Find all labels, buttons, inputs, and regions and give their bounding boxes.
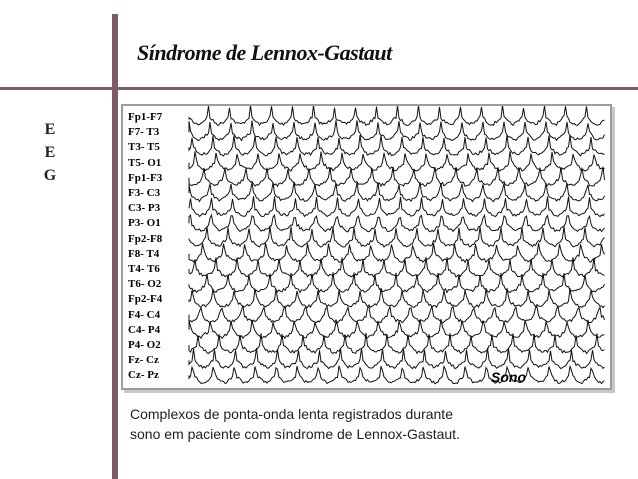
side-letter-1: E: [44, 121, 56, 138]
channel-label: Cz- Pz: [128, 369, 159, 382]
eeg-trace: [189, 120, 605, 140]
channel-label: F3- C3: [128, 187, 161, 200]
eeg-trace: [189, 333, 605, 354]
channel-label: T4- T6: [128, 263, 160, 276]
sleep-state-label: Sono: [491, 369, 526, 385]
eeg-traces: [123, 106, 610, 388]
channel-label: F7- T3: [128, 126, 160, 139]
horizontal-frame-bar: [0, 87, 638, 90]
side-letter-3: G: [43, 167, 57, 184]
figure-caption: [130, 404, 510, 444]
channel-label: F8- T4: [128, 247, 160, 260]
channel-label: Fp2-F8: [128, 232, 163, 245]
channel-label: Fz- Cz: [128, 354, 159, 367]
caption-line-2: sono em paciente com síndrome de Lennox-Gastaut.: [130, 426, 460, 442]
eeg-trace: [189, 182, 605, 202]
eeg-trace: [189, 272, 605, 292]
caption-line-1: Complexos de ponta-onda lenta registrados durante: [130, 406, 453, 422]
channel-label: Fp1-F7: [128, 111, 163, 123]
vertical-frame-bar: [112, 14, 118, 479]
channel-label: C4- P4: [128, 323, 161, 336]
eeg-trace: [189, 288, 605, 308]
channel-label: P3- O1: [128, 217, 161, 230]
channel-label: Fp1-F3: [128, 171, 163, 184]
channel-label: T6- O2: [128, 278, 162, 291]
eeg-trace: [189, 305, 605, 323]
eeg-trace: [189, 348, 605, 369]
eeg-trace: [189, 135, 605, 156]
slide-title: Síndrome de Lennox-Gastaut: [137, 40, 392, 65]
channel-label: P4- O2: [128, 339, 161, 352]
eeg-trace: [189, 243, 605, 262]
channel-label: F4- C4: [128, 308, 161, 321]
side-label: [40, 118, 60, 187]
channel-label: Fp2-F4: [128, 293, 163, 306]
eeg-trace: [189, 319, 605, 338]
channel-labels: [128, 110, 162, 384]
eeg-trace: [189, 151, 605, 171]
channel-label: T5- O1: [128, 156, 162, 169]
eeg-trace: [189, 196, 605, 217]
side-letter-2: E: [44, 144, 56, 161]
eeg-trace: [189, 215, 605, 232]
eeg-trace: [189, 226, 605, 247]
channel-label: C3- P3: [128, 202, 161, 215]
channel-label: T3- T5: [128, 141, 160, 154]
eeg-trace: [189, 366, 605, 384]
eeg-figure: [121, 104, 612, 390]
